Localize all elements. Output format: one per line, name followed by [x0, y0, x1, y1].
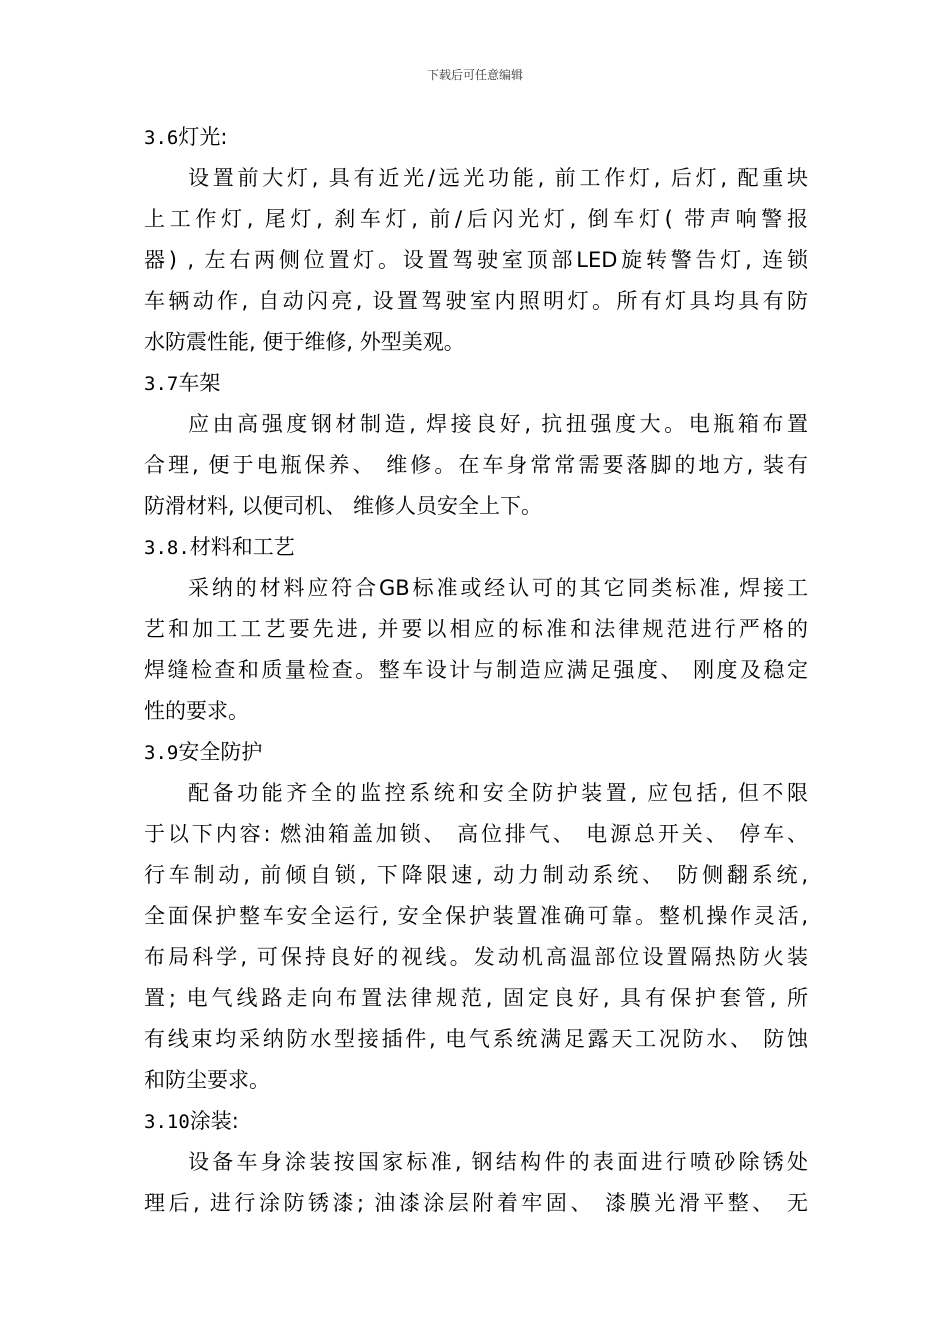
section-number: 3.9 — [144, 742, 179, 764]
section-number: 3.7 — [144, 373, 179, 395]
section-title: 材料和工艺 — [189, 535, 295, 559]
paragraph-line: 防滑材料, 以便司机、 维修人员安全上下。 — [144, 494, 543, 518]
page-header: 下载后可任意编辑 — [426, 68, 523, 82]
paragraph-line: 艺和加工工艺要先进, 并要以相应的标准和法律规范进行严格的 — [144, 617, 808, 641]
section-title: 安全防护 — [178, 740, 263, 764]
paragraph-line: 配备功能齐全的监控系统和安全防护装置, 应包括, 但不限 — [188, 781, 808, 805]
paragraph-line: 水防震性能, 便于维修, 外型美观。 — [144, 330, 465, 354]
paragraph-line: 有线束均采纳防水型接插件, 电气系统满足露天工况防水、 防蚀 — [144, 1027, 808, 1051]
section-heading-3-10 — [144, 1101, 808, 1142]
paragraph-line: 行车制动, 前倾自锁, 下降限速, 动力制动系统、 防侧翻系统, — [144, 863, 808, 887]
section-paragraph-3-6 — [144, 158, 808, 363]
section-title: 涂装: — [189, 1109, 239, 1133]
section-paragraph-3-9 — [144, 773, 808, 1101]
section-paragraph-3-10 — [144, 1142, 808, 1224]
paragraph-line: 设置前大灯, 具有近光/远光功能, 前工作灯, 后灯, 配重块 — [188, 166, 808, 190]
section-heading-3-8 — [144, 527, 808, 568]
paragraph-line: 和防尘要求。 — [144, 1068, 270, 1092]
paragraph-line: 全面保护整车安全运行, 安全保护装置准确可靠。整机操作灵活, — [144, 904, 808, 928]
paragraph-line: 焊缝检查和质量检查。整车设计与制造应满足强度、 刚度及稳定 — [144, 658, 808, 682]
section-number: 3.10 — [144, 1111, 190, 1133]
paragraph-line: 应由高强度钢材制造, 焊接良好, 抗扭强度大。电瓶箱布置 — [188, 412, 808, 436]
section-paragraph-3-7 — [144, 404, 808, 527]
paragraph-line: 器) , 左右两侧位置灯。设置驾驶室顶部LED旋转警告灯, 连锁 — [144, 248, 808, 272]
paragraph-line: 于以下内容: 燃油箱盖加锁、 高位排气、 电源总开关、 停车、 — [144, 822, 808, 846]
section-paragraph-3-8 — [144, 568, 808, 732]
paragraph-line: 布局科学, 可保持良好的视线。发动机高温部位设置隔热防火装 — [144, 945, 808, 969]
paragraph-line: 理后, 进行涂防锈漆; 油漆涂层附着牢固、 漆膜光滑平整、 无 — [144, 1191, 808, 1215]
document-body — [144, 117, 808, 1224]
section-heading-3-7 — [144, 363, 808, 404]
paragraph-line: 上工作灯, 尾灯, 刹车灯, 前/后闪光灯, 倒车灯( 带声响警报 — [144, 207, 808, 231]
paragraph-line: 车辆动作, 自动闪亮, 设置驾驶室内照明灯。所有灯具均具有防 — [144, 289, 808, 313]
paragraph-line: 性的要求。 — [144, 699, 249, 723]
section-title: 灯光: — [178, 125, 228, 149]
section-number: 3.6 — [144, 127, 179, 149]
paragraph-line: 合理, 便于电瓶保养、 维修。在车身常常需要落脚的地方, 装有 — [144, 453, 808, 477]
paragraph-line: 设备车身涂装按国家标准, 钢结构件的表面进行喷砂除锈处 — [188, 1150, 808, 1174]
paragraph-line: 采纳的材料应符合GB标准或经认可的其它同类标准, 焊接工 — [188, 576, 808, 600]
section-heading-3-9 — [144, 732, 808, 773]
section-heading-3-6 — [144, 117, 808, 158]
paragraph-line: 置; 电气线路走向布置法律规范, 固定良好, 具有保护套管, 所 — [144, 986, 808, 1010]
section-title: 车架 — [178, 371, 221, 395]
section-number: 3.8. — [144, 537, 190, 559]
